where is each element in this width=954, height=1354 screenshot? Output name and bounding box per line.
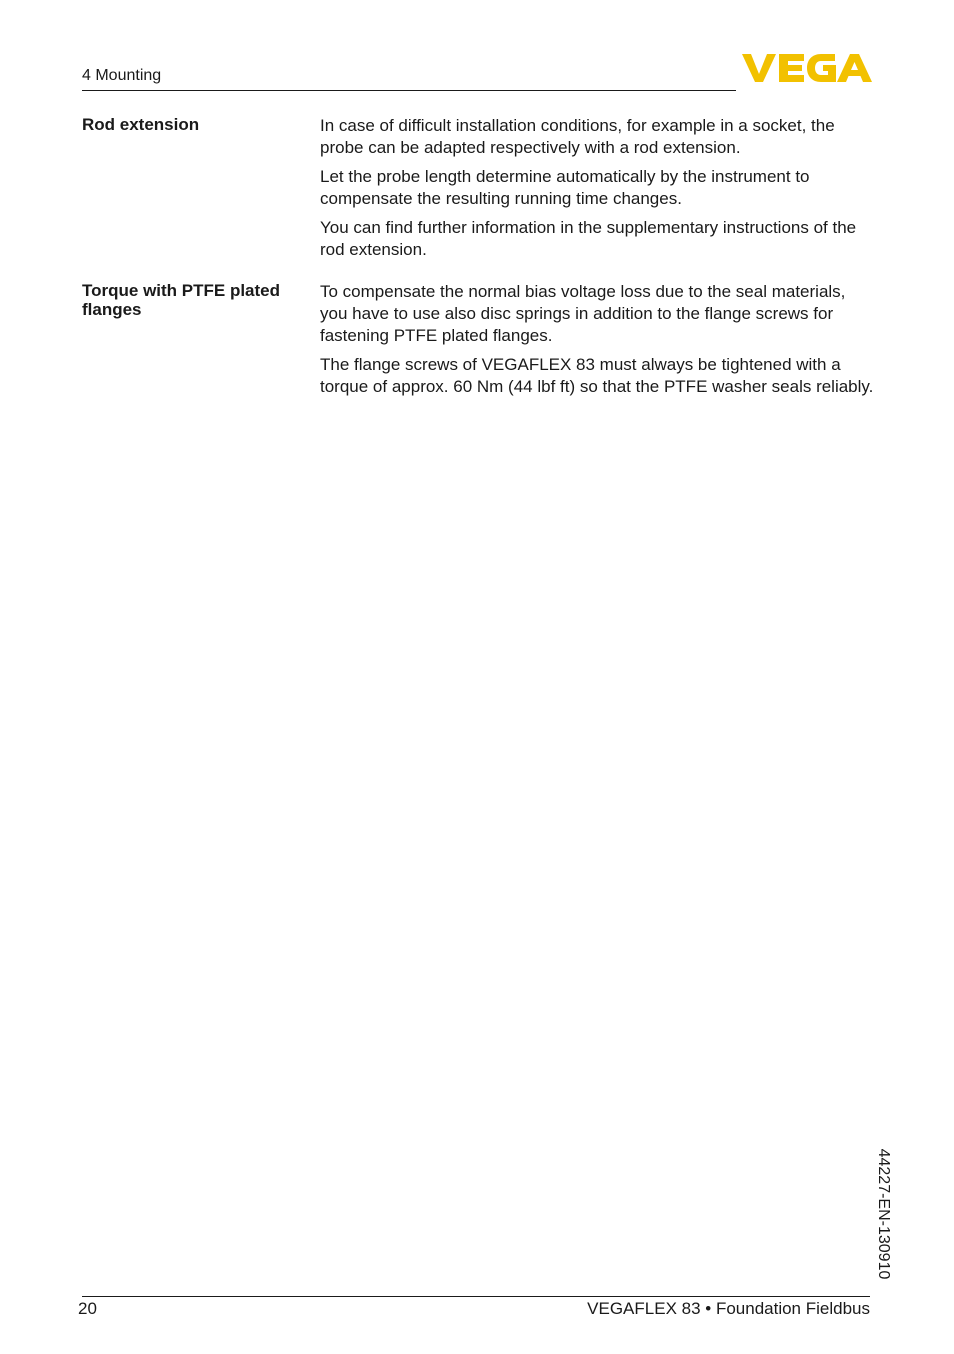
paragraph: You can find further information in the supplementary instructions of the rod extension. — [320, 218, 857, 259]
paragraph: Let the probe length determine automatically by the instrument to compensate the resulting running time changes. — [320, 167, 810, 208]
header-section-title: 4 Mounting — [82, 67, 162, 84]
paragraph: To compensate the normal bias voltage loss due to the seal materials, you have to use also disc springs in addition to the flange screws for fastening PTFE plated flanges. — [320, 282, 846, 345]
section-label: Torque with PTFE plated flanges — [82, 281, 281, 319]
section-body — [320, 115, 876, 268]
document-code: 44227-EN-130910 — [875, 1148, 892, 1280]
section-body — [320, 281, 876, 405]
paragraph: The flange screws of VEGAFLEX 83 must always be tightened with a torque of approx. 60 Nm (44 lbf ft) so that the PTFE washer seals reliably. — [320, 355, 874, 396]
section-label: Rod extension — [82, 115, 200, 134]
header-divider — [82, 90, 736, 91]
page-number: 20 — [78, 1299, 97, 1318]
footer-title: VEGAFLEX 83 • Foundation Fieldbus — [587, 1299, 870, 1318]
footer-divider — [82, 1296, 870, 1297]
vega-logo — [742, 52, 872, 84]
paragraph: In case of difficult installation conditions, for example in a socket, the probe can be adapted respectively with a rod extension. — [320, 116, 835, 157]
